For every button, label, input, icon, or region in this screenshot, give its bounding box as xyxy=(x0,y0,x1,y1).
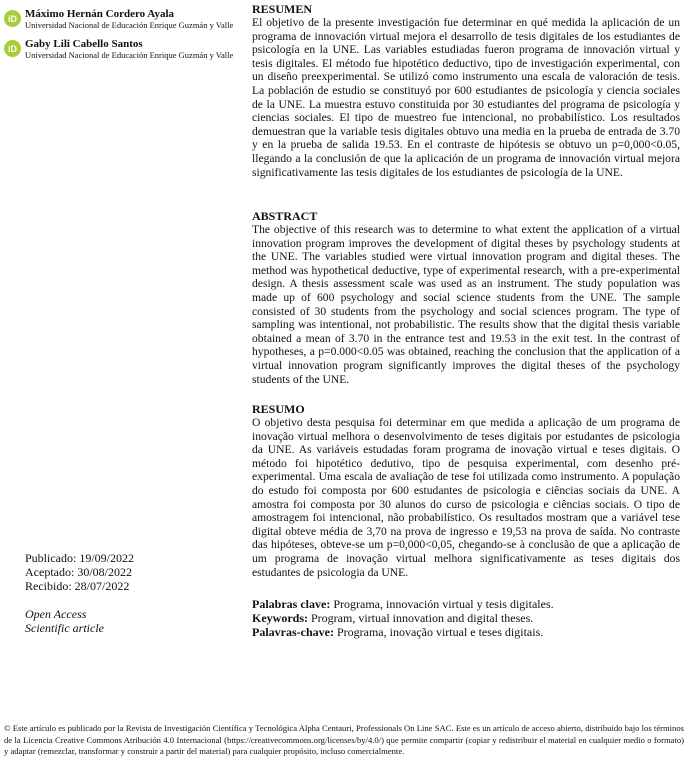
keywords-en-text: Program, virtual innovation and digital theses. xyxy=(308,611,534,625)
keywords-es-text: Programa, innovación virtual y tesis digitales. xyxy=(330,597,554,611)
abstract-section xyxy=(252,210,680,386)
accepted-date: Aceptado: 30/08/2022 xyxy=(25,565,132,579)
received-date: Recibido: 28/07/2022 xyxy=(25,579,130,593)
article-type-label: Scientific article xyxy=(25,621,104,635)
keywords-en xyxy=(252,611,682,625)
abstract-title: ABSTRACT xyxy=(252,209,318,223)
keywords-en-label: Keywords: xyxy=(252,611,308,625)
orcid-icon[interactable]: iD xyxy=(4,40,21,57)
resumo-title: RESUMO xyxy=(252,402,305,416)
author-affiliation: Universidad Nacional de Educación Enrique Guzmán y Valle xyxy=(25,20,234,30)
author-2 xyxy=(4,38,233,60)
abstract-text: The objective of this research was to determine to what extent the application of a virtual innovation program improves the development of digital theses by psychology students at the UNE. The variables studied were virtual innovation program and digital theses. The method was hypothetical deductive, type of experimental research, with a pre-experimental design. A thesis assessment scale was used as an instrument. The study population was made up of 600 psychology and social science students from the UNE. The sample consisted of 30 students from the psychology and social sciences program. The type of sampling was intentional, not probabilistic. The results show that the digital thesis variable obtained a mean of 3.70 in the entrance test and 19.53 in the exit test. In the contrast of hypotheses, a p=0.000<0.05 was obtained, reaching the conclusion that the application of a virtual innovation program significantly improves the digital theses of the psychology students of the UNE. xyxy=(252,223,680,386)
author-1 xyxy=(4,8,233,30)
license-footer: © Este artículo es publicado por la Revista de Investigación Científica y Tecnológica Alpha Centauri, Professionals On Line SAC. Este es un artículo de acceso abierto, distribuido bajo los términos de la Licencia Creative Commons Atribución 4.0 Internacional (https://creativecommons.org/licenses/by/4.0/) que permite compartir (copiar y redistribuir el material en cualquier medio o formato) y adaptar (remezclar, transformar y construir a partir del material) para cualquier propósito, incluso comercialmente. xyxy=(4,723,684,757)
open-access-label: Open Access xyxy=(25,607,87,621)
article-dates xyxy=(25,551,134,593)
author-name: Gaby Lili Cabello Santos xyxy=(25,38,143,50)
author-name: Máximo Hernán Cordero Ayala xyxy=(25,8,174,20)
resumen-text: El objetivo de la presente investigación fue determinar en qué medida la aplicación de un programa de innovación virtual mejora el desarrollo de tesis digitales de los estudiantes de psicología en la UNE. Las variables estudiadas fueron programa de innovación virtual y tesis digitales. El método fue hipotético deductivo, tipo de investigación experimental, con un diseño preexperimental. Se utilizó como instrumento una escala de valoración de tesis. La población de estudio se constituyó por 600 estudiantes de psicología y ciencia sociales de la UNE. La muestra estuvo constituida por 30 estudiantes del programa de psicología y ciencias sociales. El tipo de muestreo fue intencional, no probabilístico. Los resultados demuestran que la variable tesis digitales obtuvo una media en la prueba de entrada de 3.70 y en la prueba de salida 19.53. En el contraste de hipótesis se obtuvo un p=0,000<0.05, llegando a la conclusión de que la aplicación de un programa de innovación virtual mejora significativamente las tesis digitales de los estudiantes de psicología de la UNE. xyxy=(252,16,680,179)
keywords-pt-label: Palavras-chave: xyxy=(252,625,334,639)
author-affiliation: Universidad Nacional de Educación Enrique Guzmán y Valle xyxy=(25,50,234,60)
keywords-es xyxy=(252,597,682,611)
resumen-section xyxy=(252,3,680,179)
keywords-es-label: Palabras clave: xyxy=(252,597,331,611)
orcid-icon[interactable]: iD xyxy=(4,10,21,27)
published-date: Publicado: 19/09/2022 xyxy=(25,551,134,565)
keywords-block xyxy=(252,597,682,639)
resumo-section xyxy=(252,403,680,579)
resumo-text: O objetivo desta pesquisa foi determinar em que medida a aplicação de um programa de inovação virtual melhora o desenvolvimento de teses digitais por estudantes de psicologia da UNE. As variáveis estudadas foram programa de inovação virtual e teses digitais. O método foi hipotético dedutivo, tipo de pesquisa experimental, com desenho pré-experimental. Uma escala de avaliação de tese foi utilizada como instrumento. A população do estudo foi composta por 600 estudantes de psicologia e ciências sociais da UNE. A amostra foi composta por 30 alunos do curso de psicologia e ciências sociais. O tipo de amostragem foi intencional, não probabilístico. Os resultados mostram que a variável tese digital obteve média de 3,70 na prova de ingresso e 19,53 na prova de saída. No contraste das hipóteses, obteve-se um p=0,000<0,05, chegando-se à conclusão de que a aplicação de um programa de inovação virtual melhora significativamente as teses digitais dos estudantes de psicologia da UNE. xyxy=(252,416,680,579)
keywords-pt-text: Programa, inovação virtual e teses digitais. xyxy=(333,625,544,639)
resumen-title: RESUMEN xyxy=(252,2,313,16)
keywords-pt xyxy=(252,625,682,639)
access-info xyxy=(25,607,104,635)
